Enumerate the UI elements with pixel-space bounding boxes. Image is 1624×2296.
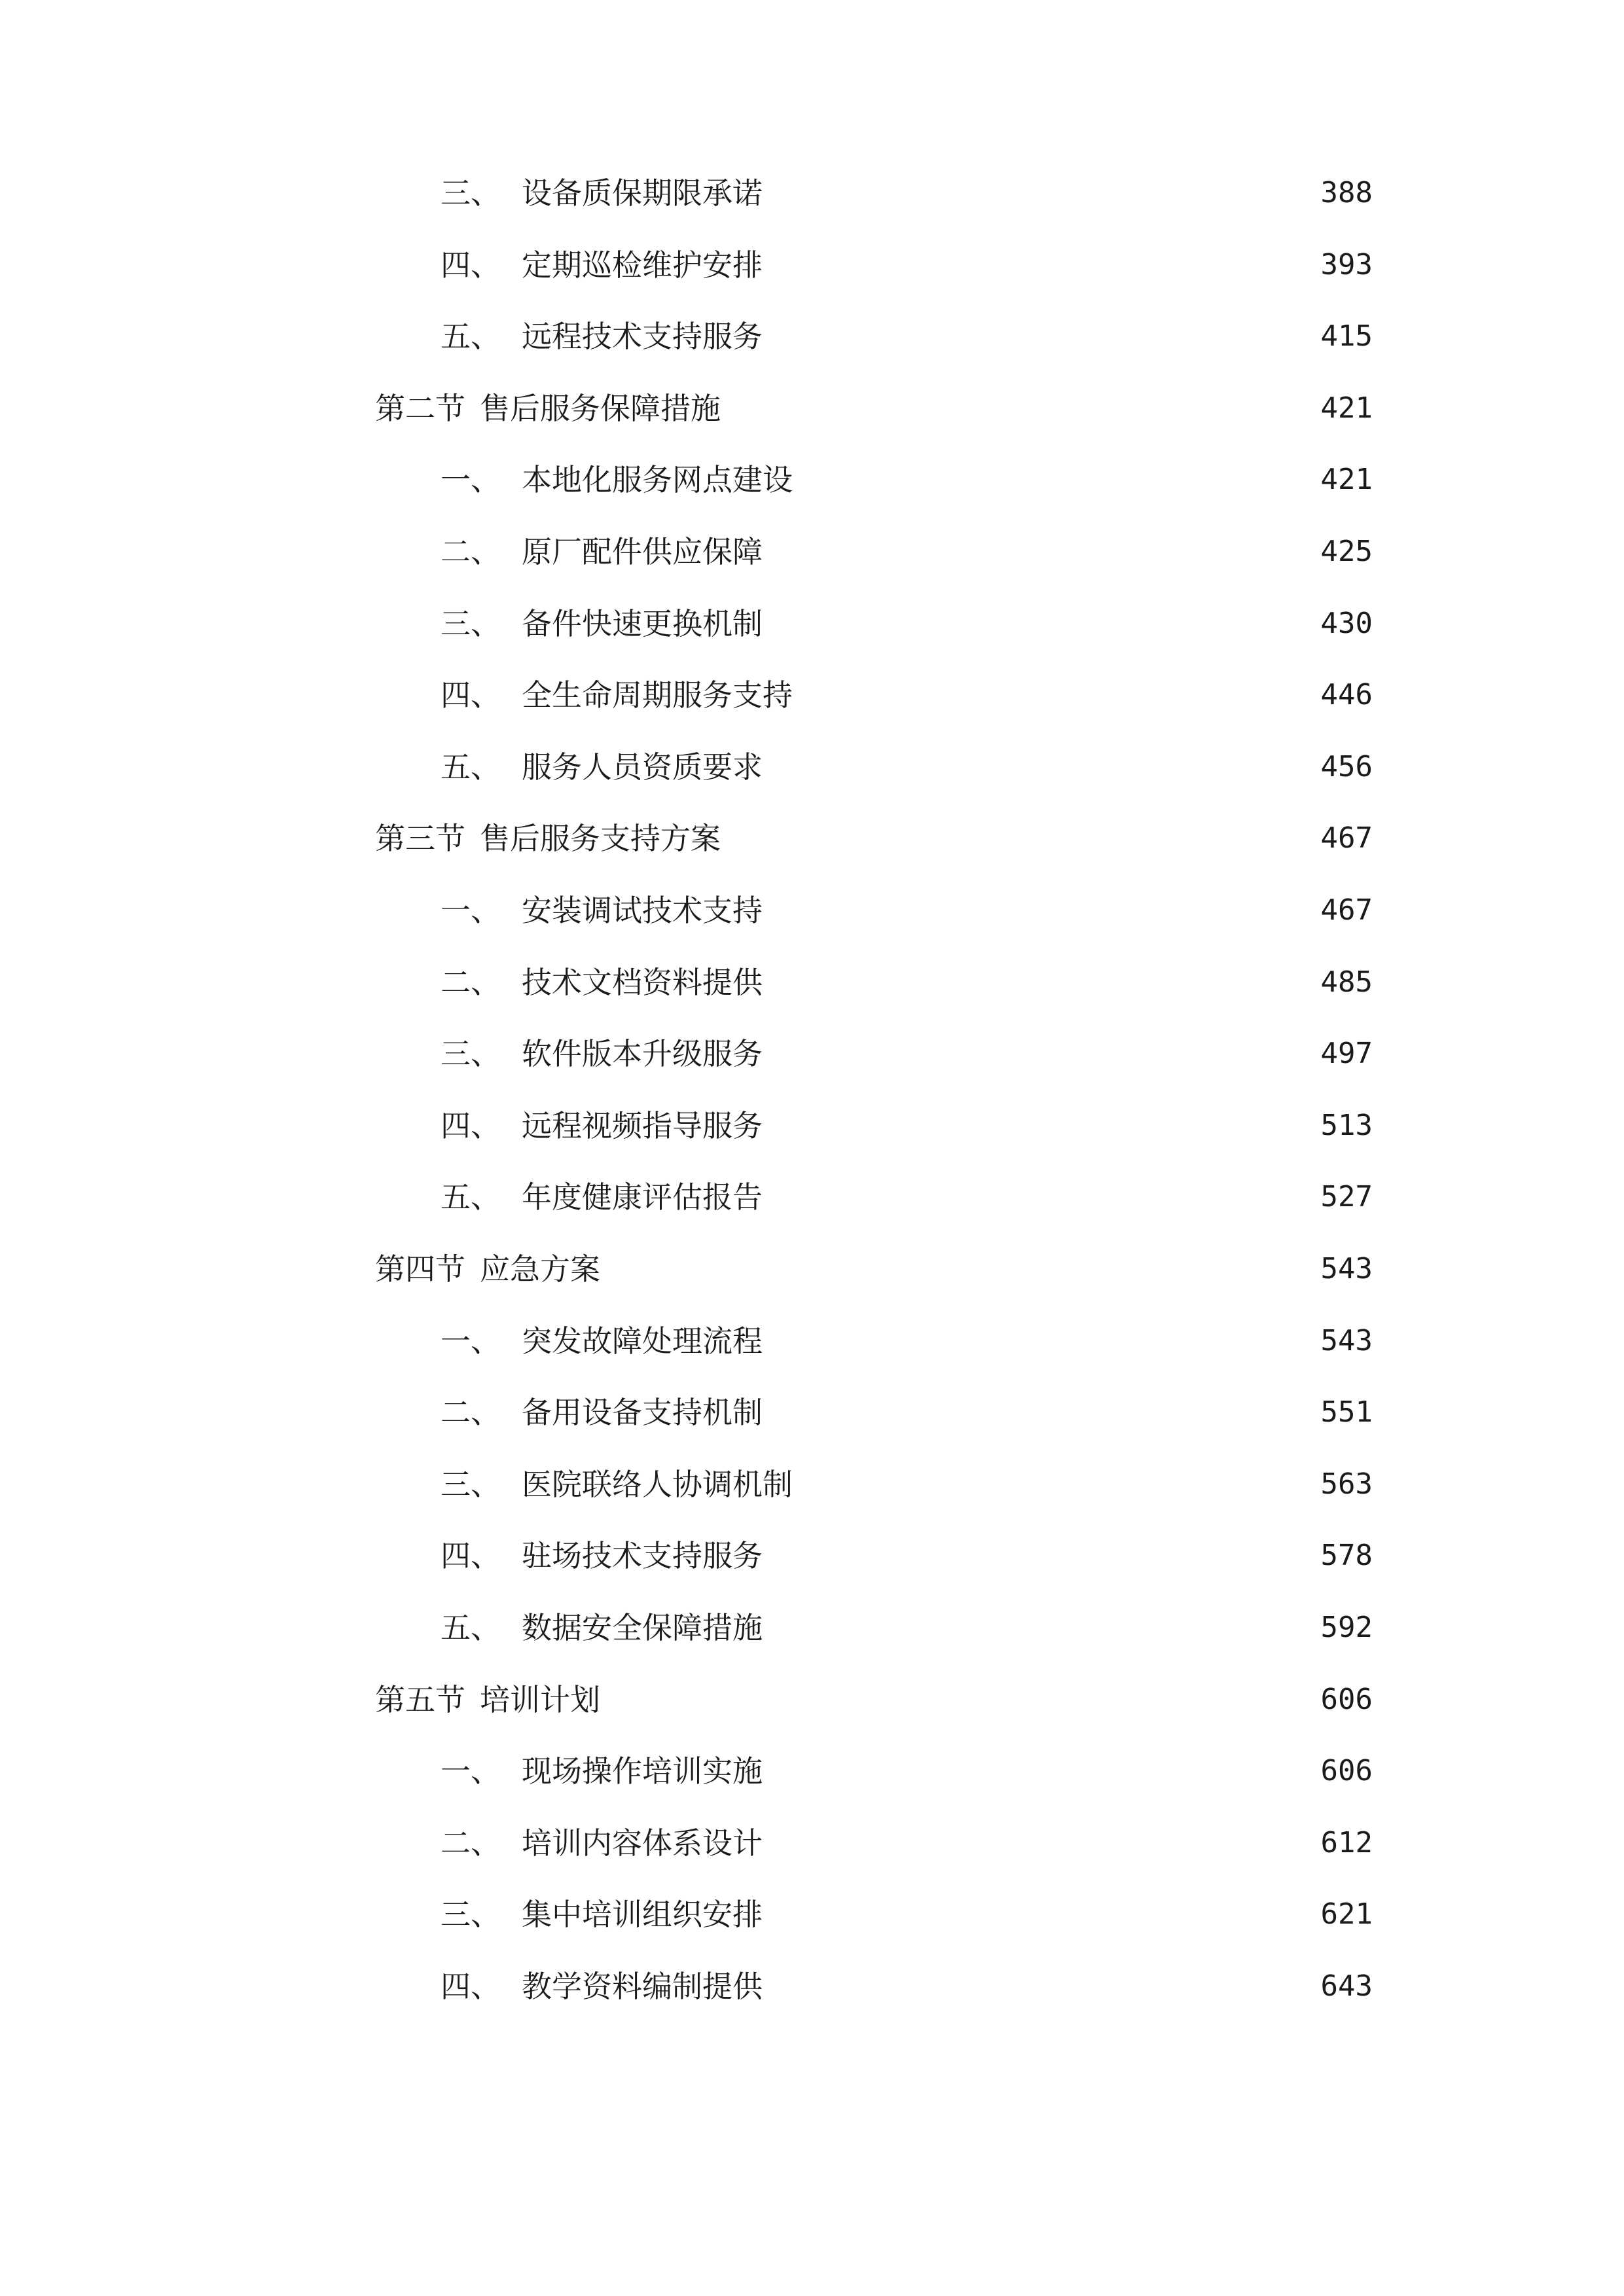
toc-entry-line (441, 1315, 1373, 1367)
dot-leader (801, 669, 1312, 721)
toc-entry-title: 医院联络人协调机制 (522, 1466, 793, 1502)
toc-subsection-entry[interactable] (0, 454, 1624, 506)
toc-entry-line (441, 884, 1373, 937)
dot-leader (770, 1100, 1312, 1152)
toc-entry-page-number: 430 (1320, 606, 1373, 640)
dot-leader (770, 598, 1312, 650)
toc-entry-line (441, 310, 1373, 363)
dot-leader (770, 884, 1312, 937)
toc-entry-line (441, 1386, 1373, 1439)
toc-subsection-entry[interactable] (0, 1171, 1624, 1223)
toc-entry-page-number: 543 (1320, 1252, 1373, 1285)
dot-leader (770, 1888, 1312, 1941)
toc-entry-page-number: 393 (1320, 247, 1373, 281)
toc-entry-page-number: 563 (1320, 1467, 1373, 1501)
toc-entry-title: 培训计划 (480, 1681, 600, 1717)
toc-section-entry[interactable] (0, 1243, 1624, 1295)
toc-entry-page-number: 606 (1320, 1754, 1373, 1788)
toc-subsection-entry[interactable] (0, 1100, 1624, 1152)
toc-entry-number: 二、 (441, 534, 501, 569)
toc-entry-page-number: 497 (1320, 1037, 1373, 1071)
toc-entry-number: 五、 (441, 1179, 501, 1215)
toc-subsection-entry[interactable] (0, 1386, 1624, 1439)
toc-subsection-entry[interactable] (0, 1960, 1624, 2013)
toc-entry-number: 二、 (441, 964, 501, 1000)
toc-entry-title: 应急方案 (480, 1251, 600, 1287)
toc-entry-title: 年度健康评估报告 (522, 1179, 763, 1215)
toc-entry-title: 服务人员资质要求 (522, 749, 763, 785)
toc-entry-title: 远程技术支持服务 (522, 319, 763, 355)
toc-subsection-entry[interactable] (0, 1530, 1624, 1582)
toc-subsection-entry[interactable] (0, 1888, 1624, 1941)
toc-entry-number: 三、 (441, 175, 501, 211)
toc-entry-page-number: 446 (1320, 678, 1373, 712)
toc-entry-line (375, 382, 1373, 435)
toc-entry-line (441, 1530, 1373, 1582)
dot-leader (770, 1171, 1312, 1223)
dot-leader (770, 1602, 1312, 1654)
toc-entry-page-number: 578 (1320, 1539, 1373, 1573)
toc-entry-number: 第二节 (375, 390, 465, 426)
toc-entry-line (441, 1028, 1373, 1080)
toc-entry-number: 三、 (441, 1036, 501, 1072)
toc-entry-title: 软件版本升级服务 (522, 1036, 763, 1072)
toc-entry-line (441, 1745, 1373, 1797)
toc-entry-page-number: 421 (1320, 391, 1373, 425)
toc-entry-number: 五、 (441, 1610, 501, 1645)
toc-subsection-entry[interactable] (0, 310, 1624, 363)
dot-leader (770, 1817, 1312, 1869)
toc-entry-title: 全生命周期服务支持 (522, 677, 793, 713)
dot-leader (770, 1960, 1312, 2013)
toc-entry-page-number: 425 (1320, 535, 1373, 568)
toc-entry-number: 第五节 (375, 1681, 465, 1717)
toc-entry-number: 三、 (441, 1466, 501, 1502)
toc-entry-number: 五、 (441, 319, 501, 355)
toc-entry-number: 五、 (441, 749, 501, 785)
toc-entry-line (441, 956, 1373, 1009)
toc-subsection-entry[interactable] (0, 884, 1624, 937)
toc-entry-number: 三、 (441, 1897, 501, 1933)
dot-leader (729, 382, 1312, 435)
toc-entry-page-number: 527 (1320, 1180, 1373, 1214)
toc-entry-page-number: 421 (1320, 463, 1373, 497)
toc-entry-title: 教学资料编制提供 (522, 1969, 763, 2004)
toc-entry-number: 四、 (441, 1538, 501, 1574)
toc-entry-line (441, 1171, 1373, 1223)
toc-subsection-entry[interactable] (0, 669, 1624, 721)
dot-leader (608, 1674, 1312, 1726)
toc-entry-line (441, 1458, 1373, 1511)
dot-leader (608, 1243, 1312, 1295)
toc-entry-line (441, 526, 1373, 578)
toc-subsection-entry[interactable] (0, 1458, 1624, 1511)
toc-entry-number: 一、 (441, 1753, 501, 1789)
toc-entry-title: 集中培训组织安排 (522, 1897, 763, 1933)
toc-entry-page-number: 456 (1320, 749, 1373, 783)
toc-entry-page-number: 388 (1320, 176, 1373, 209)
toc-entry-page-number: 467 (1320, 821, 1373, 855)
toc-entry-number: 一、 (441, 462, 501, 498)
toc-entry-number: 四、 (441, 247, 501, 283)
toc-subsection-entry[interactable] (0, 1315, 1624, 1367)
toc-entry-line (375, 1674, 1373, 1726)
toc-entry-title: 驻场技术支持服务 (522, 1538, 763, 1574)
toc-subsection-entry[interactable] (0, 167, 1624, 219)
toc-entry-number: 第四节 (375, 1251, 465, 1287)
toc-entry-title: 突发故障处理流程 (522, 1323, 763, 1359)
toc-entry-page-number: 415 (1320, 319, 1373, 353)
toc-entry-line (375, 812, 1373, 865)
toc-entry-title: 设备质保期限承诺 (522, 175, 763, 211)
toc-entry-line (441, 598, 1373, 650)
toc-entry-title: 定期巡检维护安排 (522, 247, 763, 283)
toc-entry-title: 培训内容体系设计 (522, 1825, 763, 1861)
toc-entry-number: 四、 (441, 1107, 501, 1143)
toc-entry-line (441, 741, 1373, 793)
toc-entry-line (441, 1817, 1373, 1869)
toc-entry-number: 二、 (441, 1825, 501, 1861)
toc-entry-number: 一、 (441, 893, 501, 928)
toc-entry-page-number: 551 (1320, 1395, 1373, 1429)
toc-entry-number: 一、 (441, 1323, 501, 1359)
toc-entry-title: 本地化服务网点建设 (522, 462, 793, 498)
toc-entry-title: 备用设备支持机制 (522, 1395, 763, 1431)
toc-entry-title: 现场操作培训实施 (522, 1753, 763, 1789)
toc-entry-page-number: 592 (1320, 1611, 1373, 1644)
toc-subsection-entry[interactable] (0, 526, 1624, 578)
dot-leader (770, 1386, 1312, 1439)
toc-entry-page-number: 467 (1320, 893, 1373, 927)
toc-entry-line (375, 1243, 1373, 1295)
toc-entry-title: 售后服务支持方案 (480, 821, 721, 857)
dot-leader (801, 454, 1312, 506)
toc-subsection-entry[interactable] (0, 598, 1624, 650)
dot-leader (770, 1745, 1312, 1797)
toc-subsection-entry[interactable] (0, 1745, 1624, 1797)
toc-entry-title: 备件快速更换机制 (522, 605, 763, 641)
toc-subsection-entry[interactable] (0, 741, 1624, 793)
toc-subsection-entry[interactable] (0, 239, 1624, 291)
toc-entry-line (441, 1888, 1373, 1941)
toc-entry-line (441, 1602, 1373, 1654)
toc-entry-line (441, 669, 1373, 721)
toc-entry-number: 四、 (441, 677, 501, 713)
dot-leader (770, 526, 1312, 578)
toc-section-entry[interactable] (0, 812, 1624, 865)
toc-entry-title: 原厂配件供应保障 (522, 534, 763, 569)
toc-subsection-entry[interactable] (0, 1817, 1624, 1869)
toc-entry-line (441, 1100, 1373, 1152)
dot-leader (770, 741, 1312, 793)
toc-entry-line (441, 1960, 1373, 2013)
dot-leader (801, 1458, 1312, 1511)
toc-entry-page-number: 513 (1320, 1108, 1373, 1142)
toc-entry-title: 安装调试技术支持 (522, 893, 763, 928)
toc-entry-number: 二、 (441, 1395, 501, 1431)
toc-section-entry[interactable] (0, 1674, 1624, 1726)
toc-subsection-entry[interactable] (0, 1028, 1624, 1080)
toc-entry-line (441, 454, 1373, 506)
toc-entry-title: 售后服务保障措施 (480, 390, 721, 426)
dot-leader (729, 812, 1312, 865)
dot-leader (770, 167, 1312, 219)
dot-leader (770, 1530, 1312, 1582)
toc-entry-line (441, 239, 1373, 291)
toc-entry-number: 第三节 (375, 821, 465, 857)
toc-entry-title: 数据安全保障措施 (522, 1610, 763, 1645)
toc-entry-page-number: 621 (1320, 1897, 1373, 1931)
toc-entry-title: 技术文档资料提供 (522, 964, 763, 1000)
toc-entry-page-number: 485 (1320, 965, 1373, 999)
dot-leader (770, 956, 1312, 1009)
toc-entry-page-number: 606 (1320, 1682, 1373, 1716)
toc-entry-page-number: 612 (1320, 1825, 1373, 1859)
toc-entry-line (441, 167, 1373, 219)
toc-entry-page-number: 543 (1320, 1323, 1373, 1357)
dot-leader (770, 1028, 1312, 1080)
dot-leader (770, 310, 1312, 363)
dot-leader (770, 1315, 1312, 1367)
toc-subsection-entry[interactable] (0, 1602, 1624, 1654)
toc-entry-page-number: 643 (1320, 1969, 1373, 2003)
dot-leader (770, 239, 1312, 291)
toc-subsection-entry[interactable] (0, 956, 1624, 1009)
toc-entry-number: 四、 (441, 1969, 501, 2004)
toc-entry-title: 远程视频指导服务 (522, 1107, 763, 1143)
toc-section-entry[interactable] (0, 382, 1624, 435)
toc-entry-number: 三、 (441, 605, 501, 641)
